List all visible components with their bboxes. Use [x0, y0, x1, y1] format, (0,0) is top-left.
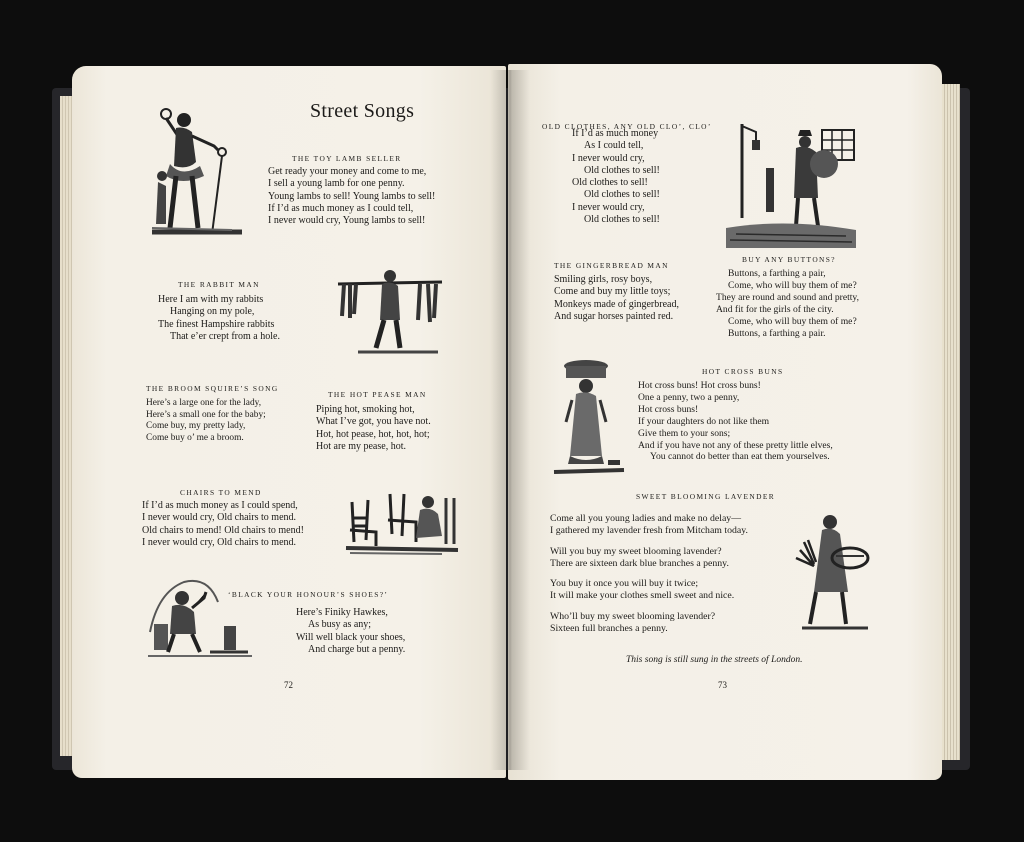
verse-line: Monkeys made of gingerbread,	[554, 298, 679, 310]
verse-line: Sixteen full branches a penny.	[550, 623, 668, 635]
verse-line: Old clothes to sell!	[584, 164, 660, 176]
verse-line: I gathered my lavender fresh from Mitcham today.	[550, 525, 748, 537]
verse-line: As busy as any;	[308, 619, 372, 631]
lavender-heading: SWEET BLOOMING LAVENDER	[636, 492, 776, 501]
verse-line: I never would cry,	[572, 201, 645, 213]
verse-line: I never would cry, Old chairs to mend.	[142, 512, 297, 524]
verse-line: The finest Hampshire rabbits	[158, 318, 275, 330]
buy-buttons-heading: BUY ANY BUTTONS?	[742, 255, 836, 264]
verse-line: If I’d as much money as I could tell,	[268, 202, 414, 214]
hot-cross-buns-verse	[638, 380, 833, 463]
verse-line: One a penny, two a penny,	[638, 391, 740, 403]
verse-line: I never would cry, Young lambs to sell!	[268, 215, 426, 227]
verse-line: Buttons, a farthing a pair.	[728, 327, 826, 339]
lavender-seller-woodcut	[796, 512, 876, 632]
verse-line: If your daughters do not like them	[638, 415, 770, 427]
verse-line: Here’s Finiky Hawkes,	[296, 607, 388, 618]
old-clothes-verse	[572, 128, 660, 226]
verse-line: Come buy o’ me a broom.	[146, 432, 244, 443]
rabbit-man-verse	[158, 294, 280, 343]
page-number: 73	[718, 680, 727, 690]
verse-line: Piping hot, smoking hot,	[316, 404, 415, 415]
verse-line: Get ready your money and come to me,	[268, 166, 427, 177]
verse-line: Will you buy my sweet blooming lavender?	[550, 545, 722, 557]
verse-line: Buttons, a farthing a pair,	[728, 268, 826, 279]
verse-line: Old clothes to sell!	[584, 189, 660, 201]
verse-line: Hot cross buns! Hot cross buns!	[638, 380, 761, 391]
verse-line: And sugar horses painted red.	[554, 310, 674, 322]
verse-line: Come, who will buy them of me?	[728, 279, 857, 291]
gingerbread-man-heading: THE GINGERBREAD MAN	[554, 261, 669, 270]
black-shoes-verse	[296, 607, 405, 656]
shoe-black-woodcut	[148, 572, 258, 660]
verse-line: And fit for the girls of the city.	[716, 303, 834, 315]
verse-line: Old chairs to mend! Old chairs to mend!	[142, 524, 304, 536]
verse-line: And charge but a penny.	[308, 643, 406, 655]
rabbit-man-heading: THE RABBIT MAN	[178, 280, 260, 289]
verse-line: Come all you young ladies and make no delay—	[550, 513, 741, 524]
verse-line: Come and buy my little toys;	[554, 286, 671, 298]
verse-line: If I’d as much money as I could spend,	[142, 500, 298, 511]
hot-cross-buns-heading: HOT CROSS BUNS	[702, 367, 784, 376]
old-clothes-man-woodcut	[726, 118, 856, 250]
verse-line: Give them to your sons;	[638, 427, 731, 439]
hot-pease-man-verse	[316, 404, 431, 453]
verse-line: Old clothes to sell!	[572, 177, 648, 189]
old-clothes-heading: OLD CLOTHES, ANY OLD CLO’, CLO’	[542, 122, 712, 131]
verse-line: Come buy, my pretty lady,	[146, 421, 246, 432]
page-number: 72	[284, 680, 293, 690]
verse-line: They are round and sound and pretty,	[716, 291, 859, 303]
verse-line: As I could tell,	[584, 140, 644, 152]
verse-line: It will make your clothes smell sweet and nice.	[550, 590, 735, 602]
verse-line: Come, who will buy them of me?	[728, 315, 857, 327]
verse-line: What I’ve got, you have not.	[316, 416, 431, 428]
hot-cross-buns-woodcut	[554, 360, 624, 478]
verse-line: If I’d as much money	[572, 128, 659, 139]
verse-line: Hot, hot pease, hot, hot, hot;	[316, 428, 430, 440]
gingerbread-man-verse	[554, 274, 679, 323]
lavender-footnote: This song is still sung in the streets of London.	[626, 655, 803, 665]
toy-lamb-seller-woodcut	[152, 106, 242, 238]
verse-line: There are sixteen dark blue branches a penny.	[550, 557, 729, 569]
verse-line: Hot cross buns!	[638, 403, 699, 415]
verse-line: Who’ll buy my sweet blooming lavender?	[550, 610, 716, 622]
verse-line: Here I am with my rabbits	[158, 294, 264, 305]
verse-line: Here’s a large one for the lady,	[146, 398, 262, 408]
verse-line: Smiling girls, rosy boys,	[554, 274, 653, 285]
verse-line: Hot are my pease, hot.	[316, 440, 406, 452]
verse-line: I never would cry,	[572, 152, 645, 164]
rabbit-man-woodcut	[338, 270, 442, 354]
verse-line: Here’s a small one for the baby;	[146, 409, 266, 420]
verse-line: You buy it once you will buy it twice;	[550, 578, 699, 590]
verse-line: Hanging on my pole,	[170, 306, 255, 318]
verse-line: Old clothes to sell!	[584, 214, 660, 226]
verse-line: That e’er crept from a hole.	[170, 330, 280, 342]
left-page	[72, 66, 506, 778]
broom-squire-heading: THE BROOM SQUIRE’S SONG	[146, 384, 279, 393]
buy-buttons-verse	[716, 268, 859, 339]
verse-line: And if you have not any of these pretty little elves,	[638, 439, 833, 451]
black-shoes-heading: ‘BLACK YOUR HONOUR’S SHOES?’	[228, 590, 389, 599]
page-title: Street Songs	[310, 100, 415, 122]
broom-squire-verse	[146, 398, 266, 444]
verse-line: I never would cry, Old chairs to mend.	[142, 536, 297, 548]
toy-lamb-seller-verse	[268, 166, 435, 227]
right-page	[508, 64, 942, 780]
verse-line: You cannot do better than eat them yourselves.	[650, 451, 830, 463]
verse-line: Will well black your shoes,	[296, 631, 406, 643]
chairs-to-mend-heading: CHAIRS TO MEND	[180, 488, 262, 497]
toy-lamb-seller-heading: THE TOY LAMB SELLER	[292, 154, 402, 163]
verse-line: I sell a young lamb for one penny.	[268, 178, 405, 190]
verse-line: Young lambs to sell! Young lambs to sell!	[268, 190, 436, 202]
chairs-to-mend-verse	[142, 500, 304, 549]
lavender-verse	[550, 513, 748, 635]
chair-mender-woodcut	[346, 490, 458, 556]
hot-pease-man-heading: THE HOT PEASE MAN	[328, 390, 427, 399]
